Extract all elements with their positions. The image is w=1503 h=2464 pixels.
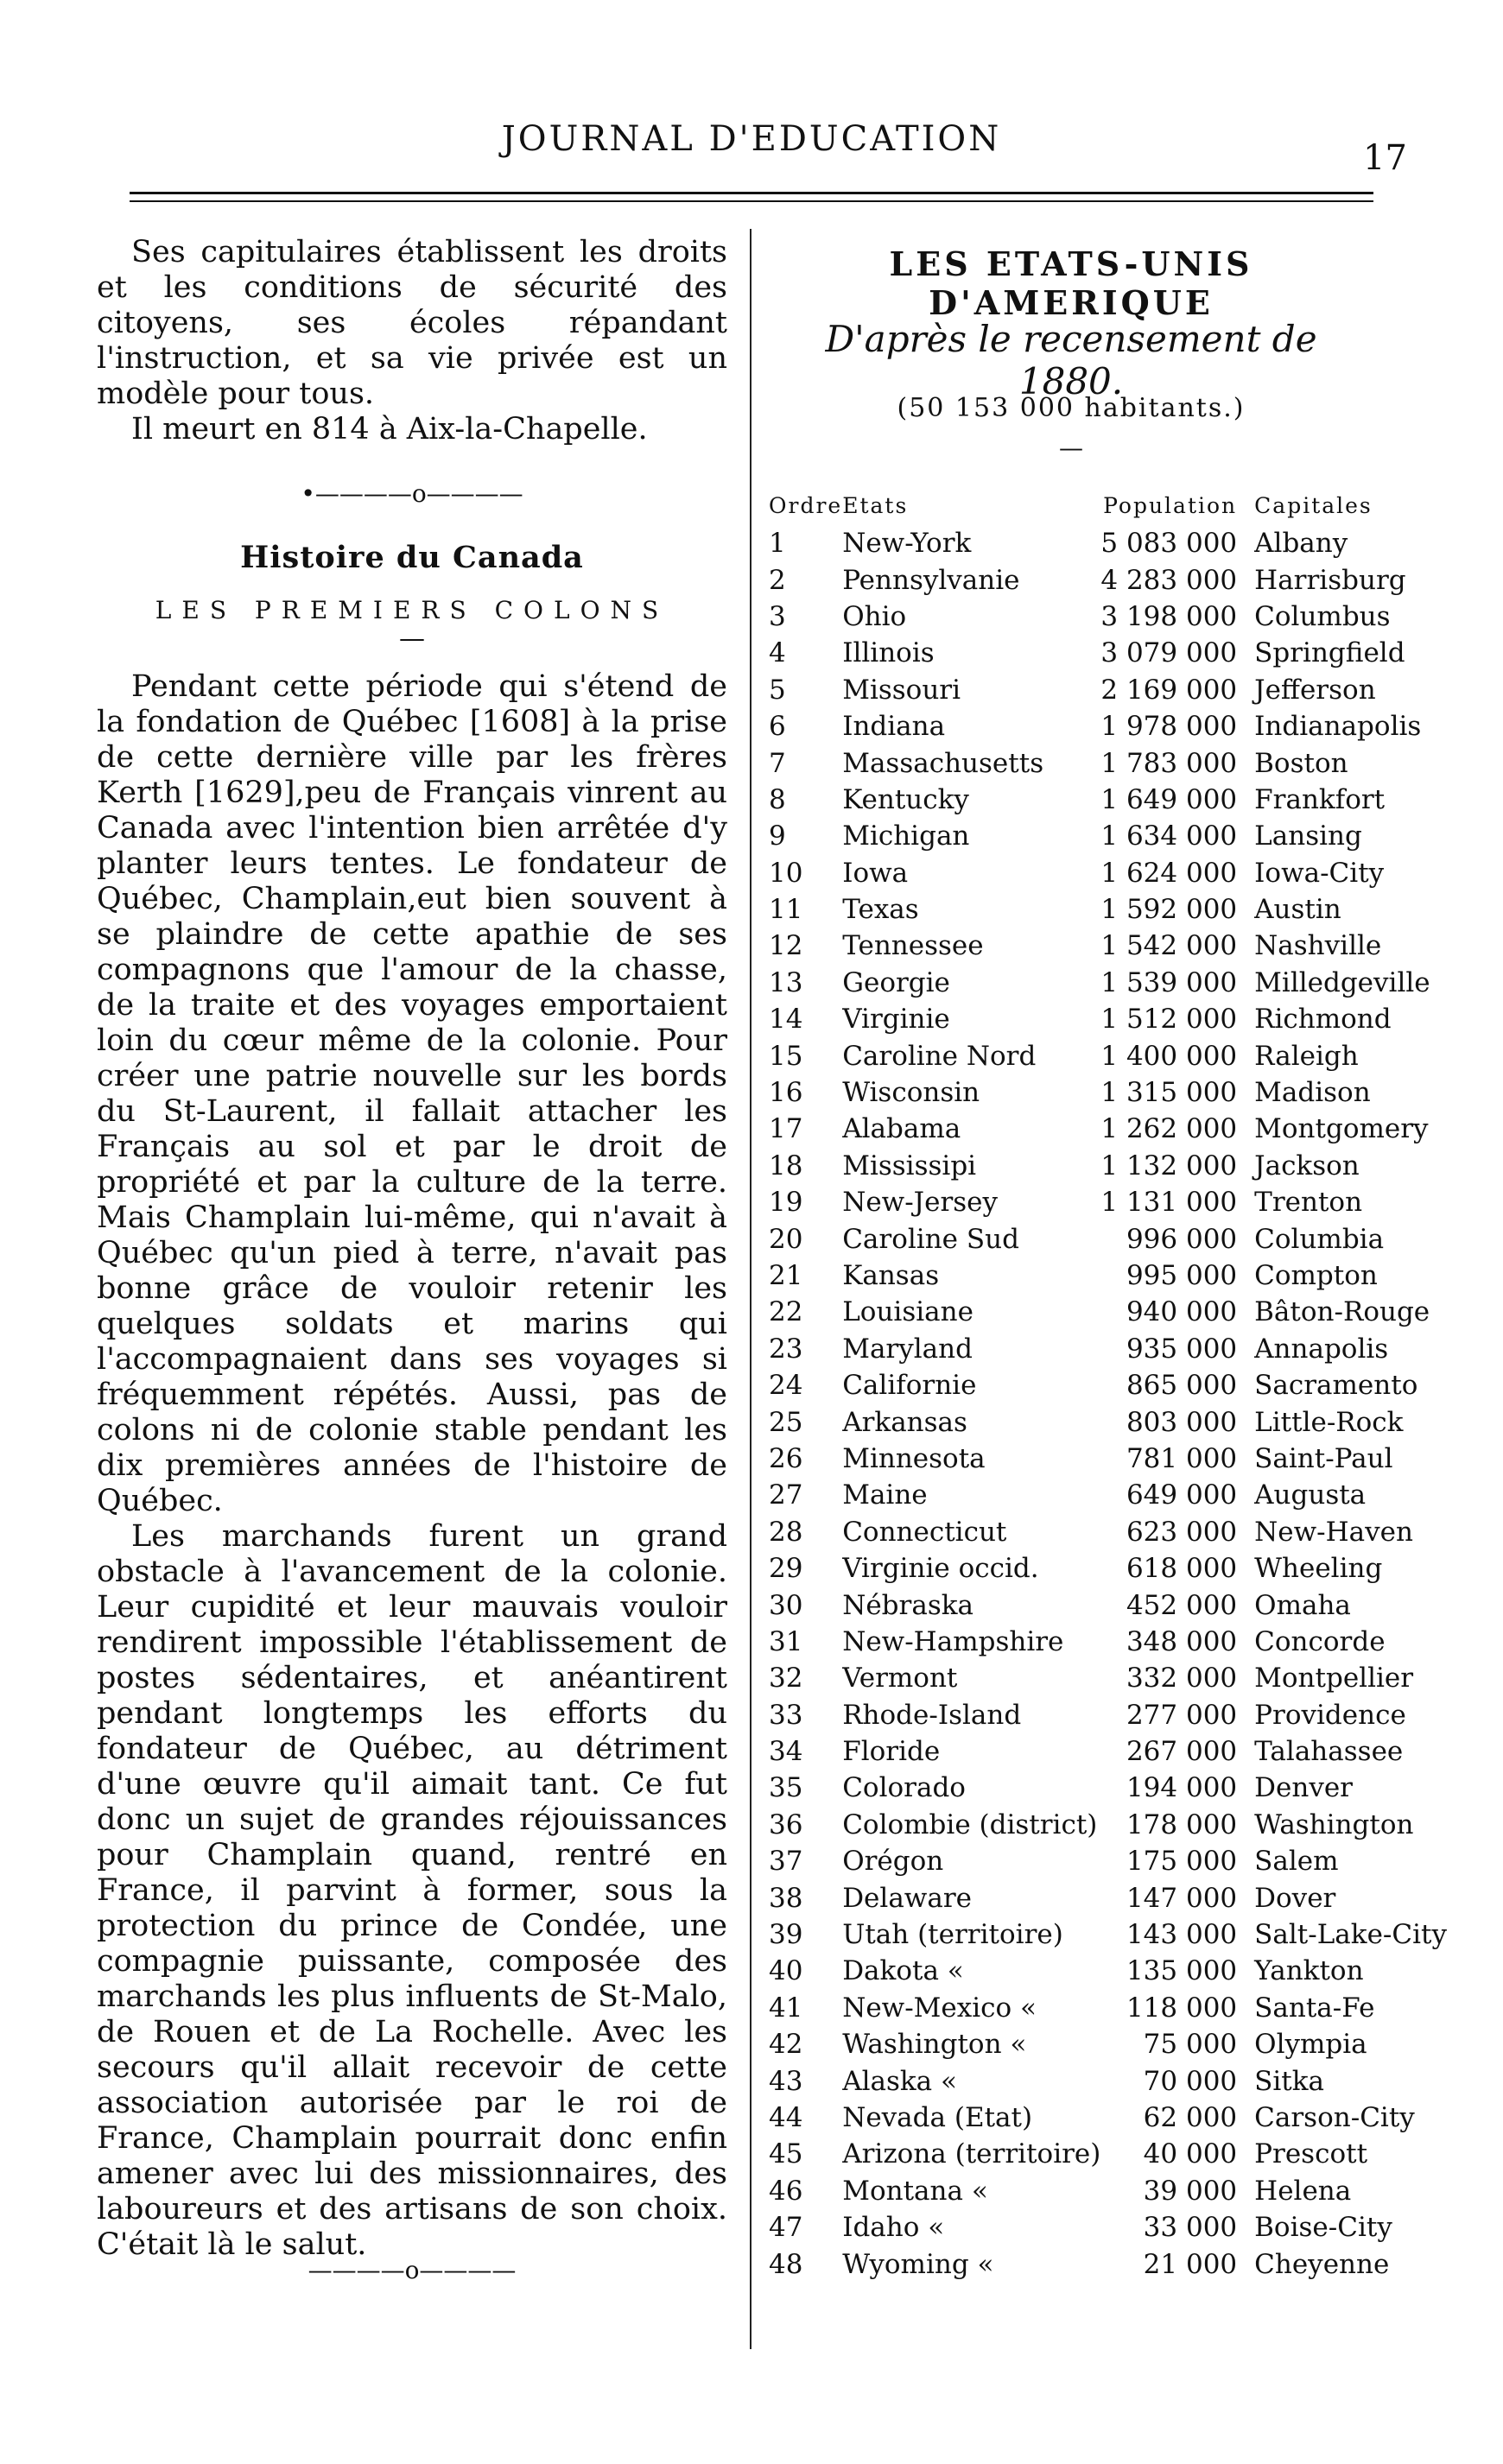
row-population: 1 783 000 bbox=[1100, 747, 1238, 779]
row-order: 18 bbox=[769, 1150, 803, 1181]
states-table-wrap bbox=[769, 485, 1447, 2283]
row-order: 29 bbox=[769, 1553, 803, 1585]
row-population: 332 000 bbox=[1126, 1663, 1238, 1694]
row-state: Pennsylvanie bbox=[842, 564, 1020, 596]
row-population: 803 000 bbox=[1126, 1406, 1238, 1438]
row-order: 41 bbox=[769, 1992, 803, 2024]
row-population: 935 000 bbox=[1126, 1333, 1238, 1365]
row-capital: Salem bbox=[1254, 1846, 1339, 1878]
table-row bbox=[769, 1403, 1447, 1440]
row-population: 70 000 bbox=[1143, 2065, 1238, 2097]
row-state: Illinois bbox=[842, 637, 935, 669]
table-row bbox=[769, 525, 1447, 561]
row-capital: Madison bbox=[1254, 1077, 1371, 1109]
left-column bbox=[97, 235, 727, 447]
row-state: Iowa bbox=[842, 857, 909, 889]
row-capital: Wheeling bbox=[1254, 1553, 1383, 1585]
table-row bbox=[769, 672, 1447, 708]
row-population: 75 000 bbox=[1143, 2029, 1238, 2061]
row-order: 37 bbox=[769, 1846, 803, 1878]
table-row bbox=[769, 1990, 1447, 2026]
row-capital: Providence bbox=[1254, 1699, 1406, 1731]
states-title: LES ETATS-UNIS D'AMERIQUE bbox=[889, 244, 1253, 322]
row-population: 1 649 000 bbox=[1100, 783, 1238, 815]
row-order: 34 bbox=[769, 1736, 803, 1768]
row-order: 21 bbox=[769, 1260, 803, 1291]
row-state: Tennessee bbox=[842, 930, 984, 962]
row-capital: Indianapolis bbox=[1254, 711, 1422, 743]
row-state: Michigan bbox=[842, 820, 970, 852]
row-population: 33 000 bbox=[1143, 2212, 1238, 2244]
row-state: Louisiane bbox=[842, 1296, 973, 1328]
row-capital: Compton bbox=[1254, 1260, 1378, 1291]
row-capital: Nashville bbox=[1254, 930, 1382, 962]
opening-paragraph: Ses capitulaires établissent les droits et les conditions de sécurité des citoyens, ses écoles répandant l'instruction, et sa vie privée est un modèle pour tous. bbox=[97, 235, 727, 411]
row-capital: Dover bbox=[1254, 1882, 1336, 1914]
row-state: Colorado bbox=[842, 1772, 966, 1804]
row-population: 940 000 bbox=[1126, 1296, 1238, 1328]
row-order: 3 bbox=[769, 600, 786, 632]
row-state: Colombie (district) bbox=[842, 1808, 1098, 1840]
table-row bbox=[769, 1441, 1447, 1477]
row-state: Rhode-Island bbox=[842, 1699, 1022, 1731]
row-state: Caroline Nord bbox=[842, 1040, 1037, 1072]
row-population: 1 131 000 bbox=[1100, 1187, 1238, 1219]
table-row bbox=[769, 708, 1447, 744]
row-order: 39 bbox=[769, 1919, 803, 1951]
row-state: Caroline Sud bbox=[842, 1223, 1019, 1255]
table-row bbox=[769, 1111, 1447, 1147]
table-row bbox=[769, 1001, 1447, 1037]
row-order: 20 bbox=[769, 1223, 803, 1255]
row-order: 7 bbox=[769, 747, 786, 779]
row-population: 4 283 000 bbox=[1100, 564, 1238, 596]
row-state: Connecticut bbox=[842, 1516, 1007, 1548]
row-population: 178 000 bbox=[1126, 1808, 1238, 1840]
table-row bbox=[769, 818, 1447, 854]
table-row bbox=[769, 561, 1447, 598]
row-population: 348 000 bbox=[1126, 1625, 1238, 1657]
table-row bbox=[769, 1624, 1447, 1660]
column-divider bbox=[750, 229, 752, 2349]
table-row bbox=[769, 1367, 1447, 1403]
row-capital: Omaha bbox=[1254, 1589, 1351, 1621]
row-order: 12 bbox=[769, 930, 803, 962]
row-order: 17 bbox=[769, 1113, 803, 1145]
row-state: Floride bbox=[842, 1736, 941, 1768]
row-order: 1 bbox=[769, 528, 786, 560]
table-row bbox=[769, 1220, 1447, 1257]
separator-top: •————o———— bbox=[301, 479, 523, 508]
row-state: Alaska « bbox=[842, 2065, 957, 2097]
closing-line: Il meurt en 814 à Aix-la-Chapelle. bbox=[131, 412, 648, 447]
states-table bbox=[769, 485, 1447, 2283]
history-paragraph-2: Les marchands furent un grand obstacle à l'avancement de la colonie. Leur cupidité et leur mauvais vouloir rendirent impossible l'établissement de postes sédentaires, et anéantirent pendant longtemps les efforts du fondateur de Québec, au détriment d'une œuvre qu'il aimait tant. Ce fut donc un sujet de grandes réjouissances pour Champlain quand, rentré en France, il parvint à former, sous la protection du prince de Condée, une compagnie puissante, composée des marchands les plus influents de St-Malo, de Rouen et de La Rochelle. Avec les secours qu'il allait recevoir de cette association autorisée par le roi de France, Champlain pourrait donc enfin amener avec lui des missionnaires, des laboureurs et des artisans de son choix. C'était là le salut. bbox=[97, 1519, 727, 2262]
header-rule-bottom bbox=[130, 200, 1373, 202]
row-population: 996 000 bbox=[1126, 1223, 1238, 1255]
row-order: 42 bbox=[769, 2029, 803, 2061]
row-state: Arizona (territoire) bbox=[842, 2138, 1101, 2170]
row-state: Vermont bbox=[842, 1663, 958, 1694]
row-state: Arkansas bbox=[842, 1406, 967, 1438]
row-population: 1 315 000 bbox=[1100, 1077, 1238, 1109]
row-order: 38 bbox=[769, 1882, 803, 1914]
header-states: Etats bbox=[842, 492, 909, 518]
row-order: 27 bbox=[769, 1479, 803, 1511]
row-capital: Trenton bbox=[1254, 1187, 1363, 1219]
row-population: 5 083 000 bbox=[1100, 528, 1238, 560]
row-order: 45 bbox=[769, 2138, 803, 2170]
table-row bbox=[769, 1331, 1447, 1367]
row-population: 3 198 000 bbox=[1100, 600, 1238, 632]
table-row bbox=[769, 1879, 1447, 1916]
row-population: 1 539 000 bbox=[1100, 966, 1238, 998]
table-row bbox=[769, 1587, 1447, 1623]
row-population: 1 542 000 bbox=[1100, 930, 1238, 962]
table-row bbox=[769, 1843, 1447, 1879]
table-row bbox=[769, 599, 1447, 635]
row-capital: Prescott bbox=[1254, 2138, 1368, 2170]
row-order: 48 bbox=[769, 2248, 803, 2280]
table-header-row bbox=[769, 485, 1447, 525]
table-row bbox=[769, 1770, 1447, 1806]
row-order: 28 bbox=[769, 1516, 803, 1548]
header-rule-top bbox=[130, 192, 1373, 194]
row-capital: Boston bbox=[1254, 747, 1348, 779]
history-paragraph-1: Pendant cette période qui s'étend de la fondation de Québec [1608] à la prise de cette dernière ville par les frères Kerth [1629],peu de Français vinrent au Canada avec l'intention bien arrêtée d'y planter leurs tentes. Le fondateur de Québec, Champlain,eut bien souvent à se plaindre de cette apathie de ses compagnons que l'amour de la chasse, de la traite et des voyages emportaient loin du cœur même de la colonie. Pour créer une patrie nouvelle sur les bords du St-Laurent, il fallait attacher les Français au sol et par le droit de propriété et par la culture de la terre. Mais Champlain lui-même, qui n'avait à Québec qu'un pied à terre, n'avait pas bonne grâce de vouloir retenir les quelques soldats et marins qui l'accompagnaient dans ses voyages si fréquemment répétés. Aussi, pas de colons ni de colonie stable pendant les dix premières années de l'histoire de Québec. bbox=[97, 669, 727, 1518]
row-capital: Frankfort bbox=[1254, 783, 1386, 815]
row-capital: Helena bbox=[1254, 2175, 1352, 2207]
table-row bbox=[769, 1148, 1447, 1184]
row-state: Minnesota bbox=[842, 1442, 986, 1474]
row-state: Virginie occid. bbox=[842, 1553, 1039, 1585]
row-order: 2 bbox=[769, 564, 786, 596]
row-state: Washington « bbox=[842, 2029, 1027, 2061]
row-order: 16 bbox=[769, 1077, 803, 1109]
row-order: 43 bbox=[769, 2065, 803, 2097]
table-row bbox=[769, 1037, 1447, 1074]
row-order: 36 bbox=[769, 1808, 803, 1840]
row-state: Massachusetts bbox=[842, 747, 1044, 779]
table-row bbox=[769, 635, 1447, 671]
history-text bbox=[97, 669, 727, 2263]
row-population: 1 592 000 bbox=[1100, 894, 1238, 926]
row-population: 21 000 bbox=[1143, 2248, 1238, 2280]
row-population: 277 000 bbox=[1126, 1699, 1238, 1731]
row-capital: Milledgeville bbox=[1254, 966, 1430, 998]
separator-bottom: ————o———— bbox=[308, 2256, 517, 2284]
row-capital: Lansing bbox=[1254, 820, 1362, 852]
row-population: 1 512 000 bbox=[1100, 1004, 1238, 1036]
row-state: Nevada (Etat) bbox=[842, 2101, 1033, 2133]
table-row bbox=[769, 1514, 1447, 1550]
row-population: 40 000 bbox=[1143, 2138, 1238, 2170]
row-capital: Harrisburg bbox=[1254, 564, 1406, 596]
row-order: 8 bbox=[769, 783, 786, 815]
row-capital: Sitka bbox=[1254, 2065, 1325, 2097]
row-order: 5 bbox=[769, 674, 786, 706]
row-order: 47 bbox=[769, 2212, 803, 2244]
row-capital: Santa-Fe bbox=[1254, 1992, 1375, 2024]
row-population: 267 000 bbox=[1126, 1736, 1238, 1768]
row-capital: Augusta bbox=[1254, 1479, 1367, 1511]
table-row bbox=[769, 2136, 1447, 2172]
row-population: 135 000 bbox=[1126, 1955, 1238, 1987]
row-population: 194 000 bbox=[1126, 1772, 1238, 1804]
row-capital: Albany bbox=[1254, 528, 1348, 560]
row-population: 1 624 000 bbox=[1100, 857, 1238, 889]
row-state: Utah (territoire) bbox=[842, 1919, 1063, 1951]
row-order: 13 bbox=[769, 966, 803, 998]
row-order: 15 bbox=[769, 1040, 803, 1072]
row-state: Orégon bbox=[842, 1846, 944, 1878]
row-state: Montana « bbox=[842, 2175, 988, 2207]
table-row bbox=[769, 1916, 1447, 1953]
population-note: (50 153 000 habitants.) bbox=[897, 393, 1246, 423]
row-capital: Iowa-City bbox=[1254, 857, 1385, 889]
row-population: 175 000 bbox=[1126, 1846, 1238, 1878]
row-order: 6 bbox=[769, 711, 786, 743]
row-state: Alabama bbox=[842, 1113, 961, 1145]
row-population: 865 000 bbox=[1126, 1370, 1238, 1402]
row-population: 62 000 bbox=[1143, 2101, 1238, 2133]
table-row bbox=[769, 1074, 1447, 1111]
table-row bbox=[769, 928, 1447, 964]
row-capital: Washington bbox=[1254, 1808, 1414, 1840]
row-population: 39 000 bbox=[1143, 2175, 1238, 2207]
header-population: Population bbox=[1103, 492, 1238, 518]
page-number: 17 bbox=[1363, 138, 1407, 178]
row-capital: Jefferson bbox=[1254, 674, 1376, 706]
row-state: Texas bbox=[842, 894, 919, 926]
row-capital: Salt-Lake-City bbox=[1254, 1919, 1447, 1951]
row-capital: Yankton bbox=[1254, 1955, 1364, 1987]
table-row bbox=[769, 2026, 1447, 2062]
row-order: 33 bbox=[769, 1699, 803, 1731]
table-row bbox=[769, 1477, 1447, 1513]
row-state: Kansas bbox=[842, 1260, 940, 1291]
table-row bbox=[769, 1550, 1447, 1587]
row-population: 3 079 000 bbox=[1100, 637, 1238, 669]
row-order: 35 bbox=[769, 1772, 803, 1804]
row-capital: Sacramento bbox=[1254, 1370, 1418, 1402]
row-state: Dakota « bbox=[842, 1955, 964, 1987]
table-row bbox=[769, 1294, 1447, 1330]
row-capital: Raleigh bbox=[1254, 1040, 1359, 1072]
row-capital: Montpellier bbox=[1254, 1663, 1414, 1694]
census-subtitle: D'après le recensement de 1880. bbox=[825, 318, 1317, 402]
section-subtitle: LES PREMIERS COLONS bbox=[155, 596, 669, 624]
table-row bbox=[769, 965, 1447, 1001]
table-row bbox=[769, 782, 1447, 818]
row-state: New-York bbox=[842, 528, 972, 560]
row-order: 30 bbox=[769, 1589, 803, 1621]
row-order: 23 bbox=[769, 1333, 803, 1365]
row-state: Kentucky bbox=[842, 783, 969, 815]
row-order: 44 bbox=[769, 2101, 803, 2133]
states-table-body bbox=[769, 525, 1447, 2283]
row-order: 9 bbox=[769, 820, 786, 852]
row-capital: Cheyenne bbox=[1254, 2248, 1390, 2280]
row-capital: Concorde bbox=[1254, 1625, 1386, 1657]
row-capital: Olympia bbox=[1254, 2029, 1367, 2061]
header-capitals: Capitales bbox=[1254, 492, 1373, 518]
row-order: 25 bbox=[769, 1406, 803, 1438]
table-row bbox=[769, 2245, 1447, 2282]
row-population: 649 000 bbox=[1126, 1479, 1238, 1511]
table-row bbox=[769, 855, 1447, 891]
row-capital: New-Haven bbox=[1254, 1516, 1413, 1548]
table-row bbox=[769, 1257, 1447, 1294]
row-capital: Boise-City bbox=[1254, 2212, 1392, 2244]
row-population: 143 000 bbox=[1126, 1919, 1238, 1951]
row-state: Indiana bbox=[842, 711, 946, 743]
row-state: Virginie bbox=[842, 1004, 950, 1036]
row-state: Maryland bbox=[842, 1333, 973, 1365]
row-state: New-Jersey bbox=[842, 1187, 999, 1219]
row-capital: Denver bbox=[1254, 1772, 1353, 1804]
row-order: 10 bbox=[769, 857, 803, 889]
table-dash: — bbox=[1059, 434, 1083, 462]
table-row bbox=[769, 1697, 1447, 1733]
row-order: 26 bbox=[769, 1442, 803, 1474]
row-state: Nébraska bbox=[842, 1589, 973, 1621]
row-population: 1 400 000 bbox=[1100, 1040, 1238, 1072]
table-row bbox=[769, 891, 1447, 928]
row-population: 781 000 bbox=[1126, 1442, 1238, 1474]
row-order: 32 bbox=[769, 1663, 803, 1694]
row-population: 623 000 bbox=[1126, 1516, 1238, 1548]
row-state: Missouri bbox=[842, 674, 961, 706]
table-row bbox=[769, 1184, 1447, 1220]
header-order: Ordre bbox=[769, 492, 843, 518]
row-capital: Carson-City bbox=[1254, 2101, 1415, 2133]
row-capital: Jackson bbox=[1254, 1150, 1360, 1181]
row-state: New-Hampshire bbox=[842, 1625, 1064, 1657]
row-order: 19 bbox=[769, 1187, 803, 1219]
row-order: 31 bbox=[769, 1625, 803, 1657]
row-order: 14 bbox=[769, 1004, 803, 1036]
section-title: Histoire du Canada bbox=[240, 540, 584, 575]
row-population: 995 000 bbox=[1126, 1260, 1238, 1291]
row-population: 1 978 000 bbox=[1100, 711, 1238, 743]
row-state: Mississipi bbox=[842, 1150, 977, 1181]
row-order: 46 bbox=[769, 2175, 803, 2207]
row-order: 40 bbox=[769, 1955, 803, 1987]
row-order: 4 bbox=[769, 637, 786, 669]
row-capital: Springfield bbox=[1254, 637, 1405, 669]
table-row bbox=[769, 1953, 1447, 1989]
row-state: Wyoming « bbox=[842, 2248, 994, 2280]
row-capital: Annapolis bbox=[1254, 1333, 1389, 1365]
row-population: 1 132 000 bbox=[1100, 1150, 1238, 1181]
table-row bbox=[769, 2100, 1447, 2136]
row-order: 11 bbox=[769, 894, 803, 926]
row-state: Wisconsin bbox=[842, 1077, 980, 1109]
row-population: 618 000 bbox=[1126, 1553, 1238, 1585]
row-capital: Columbus bbox=[1254, 600, 1391, 632]
row-state: Idaho « bbox=[842, 2212, 945, 2244]
row-order: 24 bbox=[769, 1370, 803, 1402]
table-row bbox=[769, 1660, 1447, 1696]
row-capital: Montgomery bbox=[1254, 1113, 1429, 1145]
row-population: 2 169 000 bbox=[1100, 674, 1238, 706]
table-row bbox=[769, 1733, 1447, 1770]
row-capital: Talahassee bbox=[1254, 1736, 1404, 1768]
row-capital: Austin bbox=[1254, 894, 1341, 926]
row-population: 452 000 bbox=[1126, 1589, 1238, 1621]
journal-title: JOURNAL D'EDUCATION bbox=[501, 119, 1002, 159]
row-state: Delaware bbox=[842, 1882, 972, 1914]
row-population: 118 000 bbox=[1126, 1992, 1238, 2024]
table-row bbox=[769, 744, 1447, 781]
row-state: Georgie bbox=[842, 966, 950, 998]
row-capital: Columbia bbox=[1254, 1223, 1385, 1255]
row-order: 22 bbox=[769, 1296, 803, 1328]
row-capital: Richmond bbox=[1254, 1004, 1392, 1036]
table-row bbox=[769, 2062, 1447, 2099]
row-state: New-Mexico « bbox=[842, 1992, 1037, 2024]
row-state: Maine bbox=[842, 1479, 928, 1511]
table-row bbox=[769, 2173, 1447, 2209]
table-row bbox=[769, 1807, 1447, 1843]
row-capital: Little-Rock bbox=[1254, 1406, 1404, 1438]
section-dash: — bbox=[399, 624, 425, 654]
row-population: 147 000 bbox=[1126, 1882, 1238, 1914]
row-state: Californie bbox=[842, 1370, 977, 1402]
table-row bbox=[769, 2209, 1447, 2245]
row-state: Ohio bbox=[842, 600, 907, 632]
row-capital: Bâton-Rouge bbox=[1254, 1296, 1430, 1328]
row-population: 1 262 000 bbox=[1100, 1113, 1238, 1145]
row-population: 1 634 000 bbox=[1100, 820, 1238, 852]
row-capital: Saint-Paul bbox=[1254, 1442, 1393, 1474]
